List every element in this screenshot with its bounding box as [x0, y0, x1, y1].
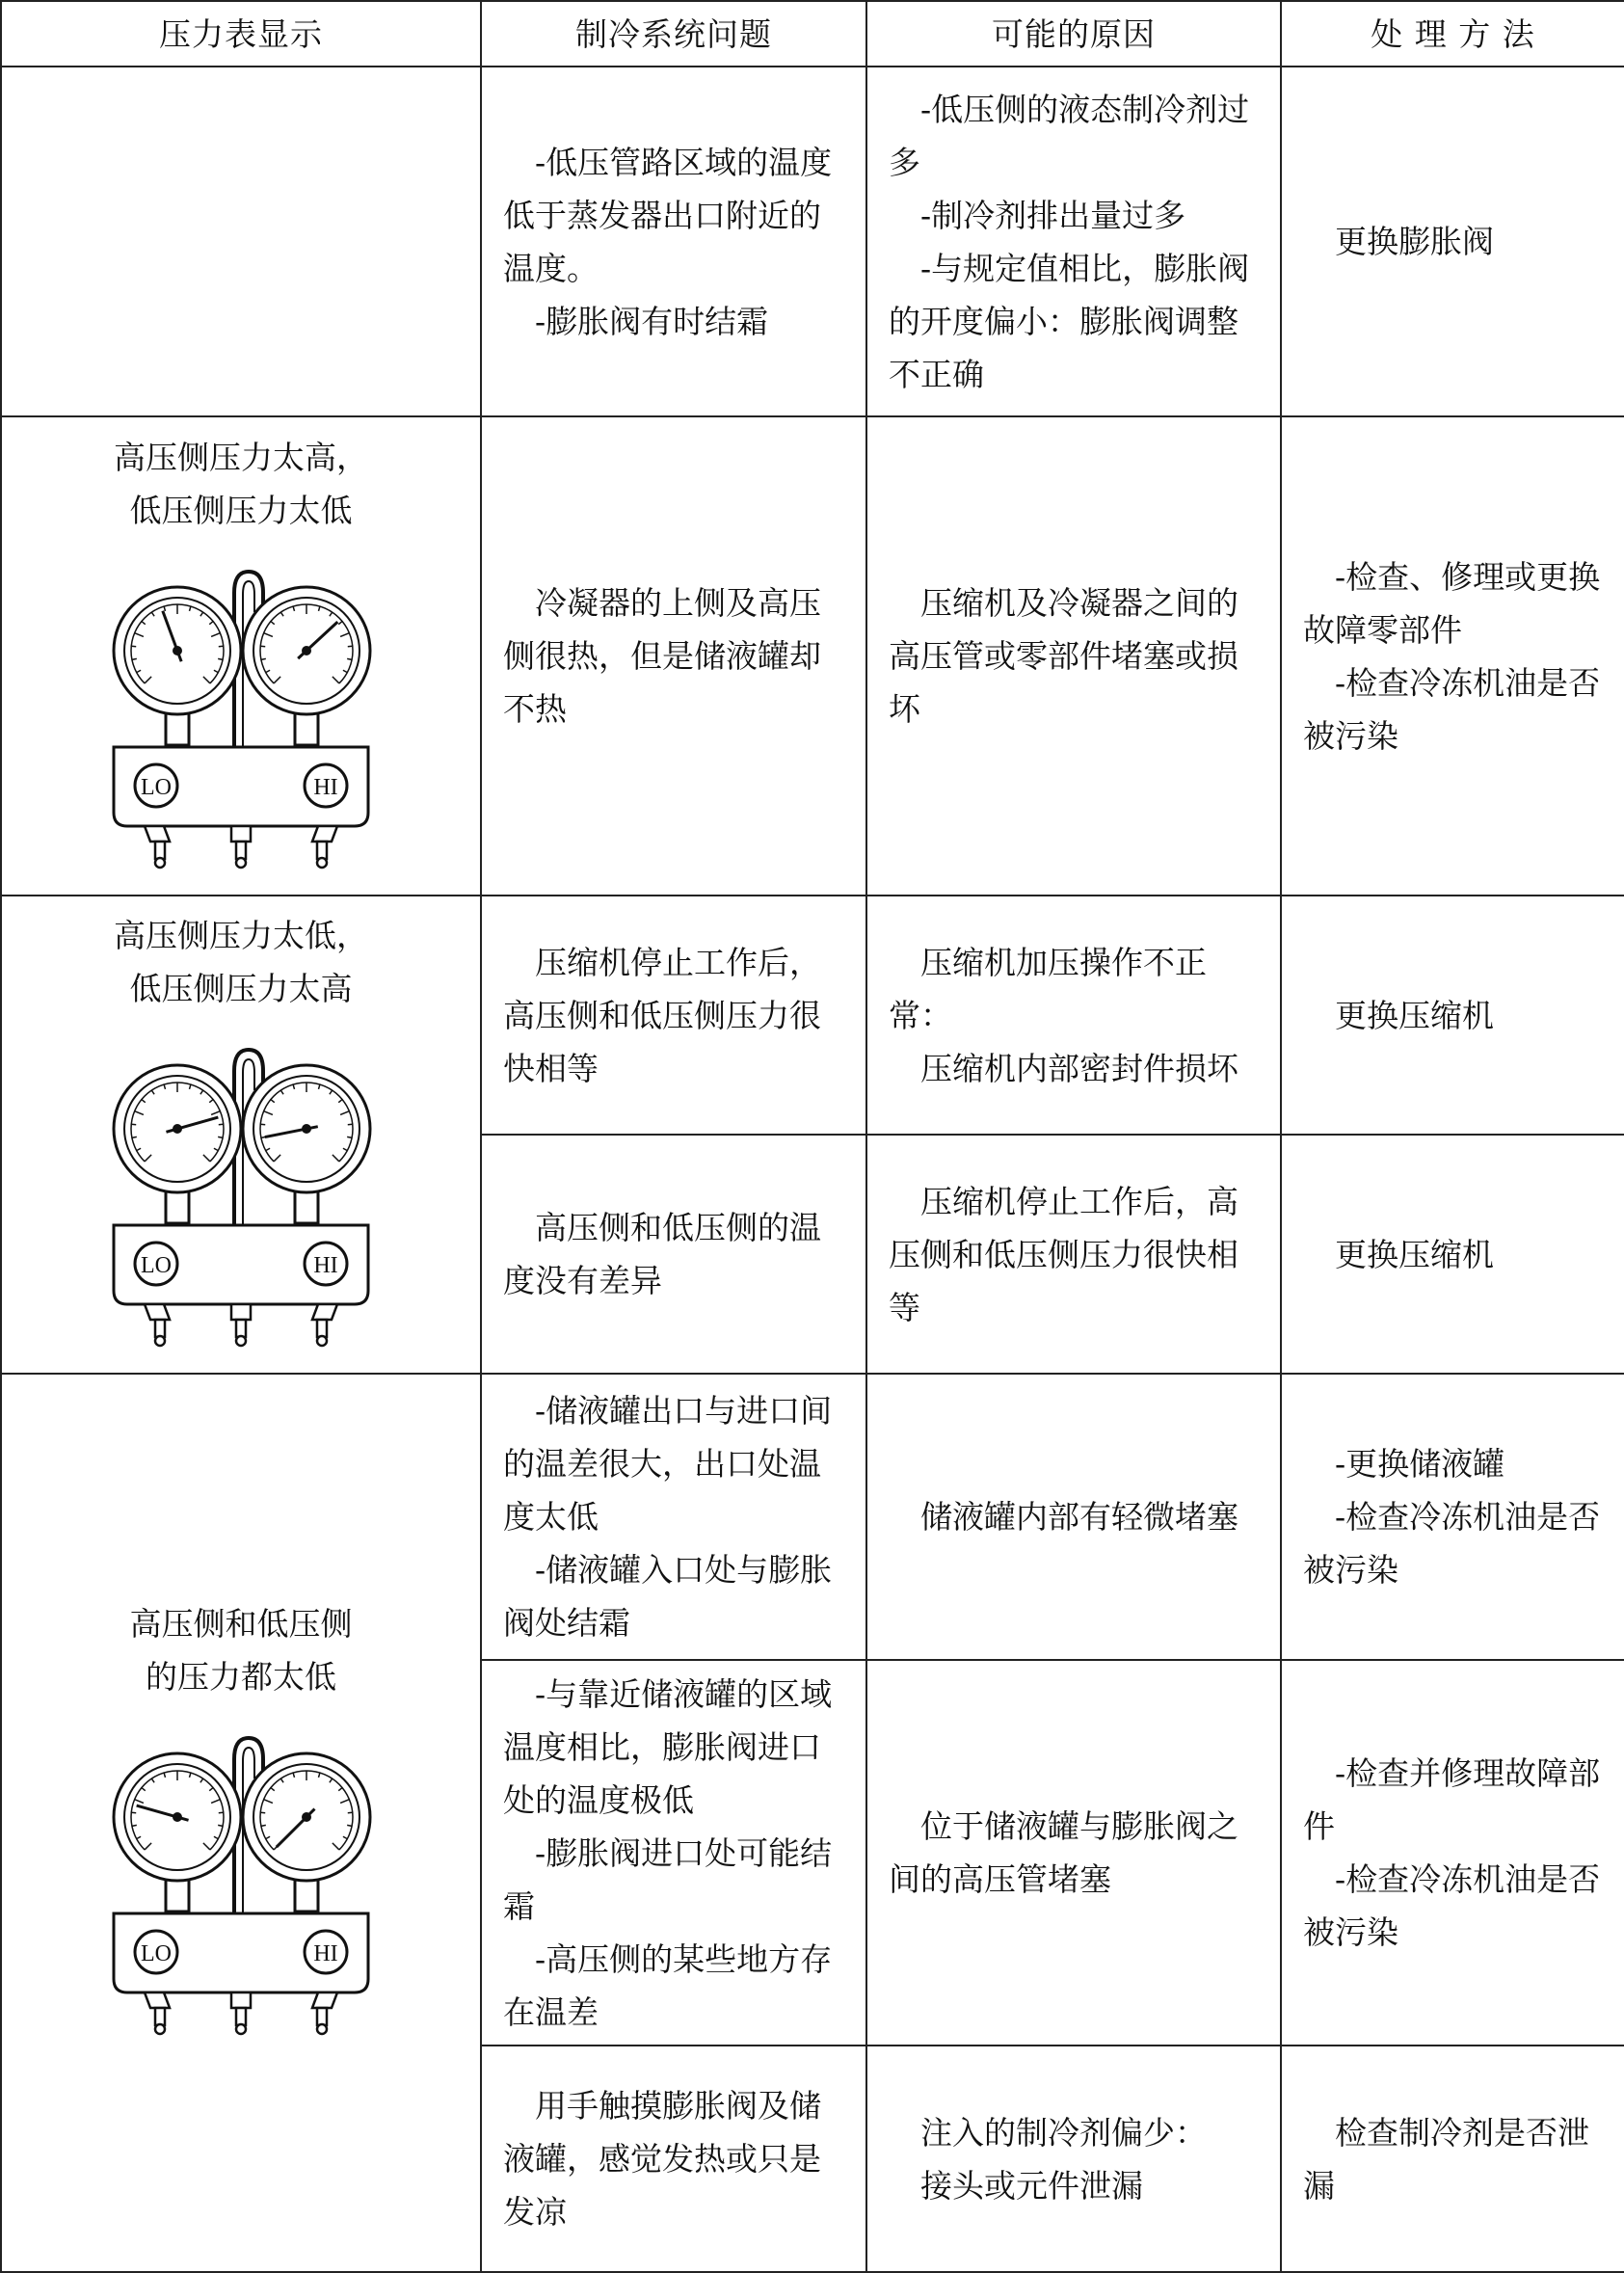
manifold-gauge-icon — [2, 1032, 480, 1360]
table-row — [1, 1374, 1624, 1660]
cause-cell — [866, 1660, 1281, 2046]
method-line: 检查制冷剂是否泄漏 — [1303, 2106, 1603, 2212]
hi-label: HI — [313, 1253, 337, 1278]
problem-line: 冷凝器的上侧及高压侧很热，但是储液罐却不热 — [503, 576, 844, 735]
hi-label: HI — [313, 1941, 337, 1966]
cause-cell — [866, 896, 1281, 1135]
problem-line: -与靠近储液罐的区域温度相比，膨胀阀进口处的温度极低 — [503, 1668, 844, 1827]
lo-label: LO — [141, 1253, 172, 1278]
problem-line: -储液罐入口处与膨胀阀处结霜 — [503, 1543, 844, 1649]
cause-line: 压缩机及冷凝器之间的高压管或零部件堵塞或损坏 — [889, 576, 1259, 735]
method-line: 更换压缩机 — [1303, 989, 1603, 1042]
cause-cell — [866, 1135, 1281, 1374]
cause-line: 接头或元件泄漏 — [889, 2159, 1259, 2212]
problem-cell — [481, 896, 866, 1135]
table-row — [1, 416, 1624, 896]
method-line: 更换压缩机 — [1303, 1228, 1603, 1281]
cause-line: 注入的制冷剂偏少： — [889, 2106, 1259, 2159]
hi-label: HI — [313, 775, 337, 800]
method-cell — [1281, 416, 1624, 896]
problem-line: -膨胀阀进口处可能结霜 — [503, 1827, 844, 1933]
method-line: -更换储液罐 — [1303, 1437, 1603, 1490]
cause-line: 压缩机内部密封件损坏 — [889, 1042, 1259, 1095]
gauge-display-cell — [1, 416, 481, 896]
problem-cell — [481, 2046, 866, 2272]
method-cell — [1281, 896, 1624, 1135]
table-row — [1, 896, 1624, 1135]
problem-cell — [481, 1660, 866, 2046]
method-cell — [1281, 67, 1624, 416]
method-cell — [1281, 2046, 1624, 2272]
method-line: 更换膨胀阀 — [1303, 215, 1603, 268]
cause-line: 压缩机停止工作后，高压侧和低压侧压力很快相等 — [889, 1175, 1259, 1334]
header-problem: 制冷系统问题 — [481, 1, 866, 67]
problem-cell — [481, 67, 866, 416]
cause-line: -与规定值相比，膨胀阀的开度偏小：膨胀阀调整不正确 — [889, 242, 1259, 401]
pressure-gauge-dial — [114, 587, 241, 714]
pressure-gauge-dial — [114, 1753, 241, 1881]
header-cause: 可能的原因 — [866, 1, 1281, 67]
method-line: -检查并修理故障部件 — [1303, 1747, 1603, 1853]
problem-line: 用手触摸膨胀阀及储液罐，感觉发热或只是发凉 — [503, 2079, 844, 2238]
problem-line: -低压管路区域的温度低于蒸发器出口附近的温度。 — [503, 136, 844, 295]
problem-line: 压缩机停止工作后，高压侧和低压侧压力很快相等 — [503, 936, 844, 1095]
gauge-display-cell — [1, 67, 481, 416]
method-line: -检查冷冻机油是否被污染 — [1303, 1490, 1603, 1596]
cause-line: 位于储液罐与膨胀阀之间的高压管堵塞 — [889, 1800, 1259, 1906]
method-line: -检查冷冻机油是否被污染 — [1303, 656, 1603, 762]
problem-line: -高压侧的某些地方存在温差 — [503, 1933, 844, 2039]
problem-line: -储液罐出口与进口间的温差很大，出口处温度太低 — [503, 1384, 844, 1543]
method-line: -检查冷冻机油是否被污染 — [1303, 1853, 1603, 1959]
problem-line: 高压侧和低压侧的温度没有差异 — [503, 1201, 844, 1307]
header-row — [1, 1, 1624, 67]
gauge-display-text: 低压侧压力太高 — [2, 962, 480, 1015]
manifold-gauge-icon — [2, 1721, 480, 2048]
cause-line: -低压侧的液态制冷剂过多 — [889, 83, 1259, 189]
cause-line: 压缩机加压操作不正常： — [889, 936, 1259, 1042]
method-cell — [1281, 1135, 1624, 1374]
problem-cell — [481, 416, 866, 896]
gauge-display-text: 高压侧压力太高， — [2, 431, 480, 484]
cause-cell — [866, 416, 1281, 896]
problem-cell — [481, 1374, 866, 1660]
method-cell — [1281, 1374, 1624, 1660]
table-row — [1, 67, 1624, 416]
manifold-gauge-icon — [2, 554, 480, 882]
gauge-display-text: 低压侧压力太低 — [2, 484, 480, 537]
pressure-gauge-dial — [243, 587, 370, 714]
gauge-display-cell — [1, 1374, 481, 2272]
gauge-display-text: 高压侧和低压侧 — [2, 1597, 480, 1650]
cause-cell — [866, 67, 1281, 416]
header-method: 处 理 方 法 — [1281, 1, 1624, 67]
cause-line: -制冷剂排出量过多 — [889, 189, 1259, 242]
lo-label: LO — [141, 1941, 172, 1966]
gauge-display-text: 高压侧压力太低， — [2, 909, 480, 962]
problem-line: -膨胀阀有时结霜 — [503, 295, 844, 348]
pressure-gauge-dial — [243, 1065, 370, 1192]
pressure-gauge-dial — [243, 1753, 370, 1881]
pressure-gauge-dial — [114, 1065, 241, 1192]
header-gauge-display: 压力表显示 — [1, 1, 481, 67]
gauge-display-cell — [1, 896, 481, 1374]
problem-cell — [481, 1135, 866, 1374]
gauge-display-text: 的压力都太低 — [2, 1650, 480, 1703]
method-cell — [1281, 1660, 1624, 2046]
cause-line: 储液罐内部有轻微堵塞 — [889, 1490, 1259, 1543]
lo-label: LO — [141, 775, 172, 800]
cause-cell — [866, 1374, 1281, 1660]
cause-cell — [866, 2046, 1281, 2272]
method-line: -检查、修理或更换故障零部件 — [1303, 550, 1603, 656]
